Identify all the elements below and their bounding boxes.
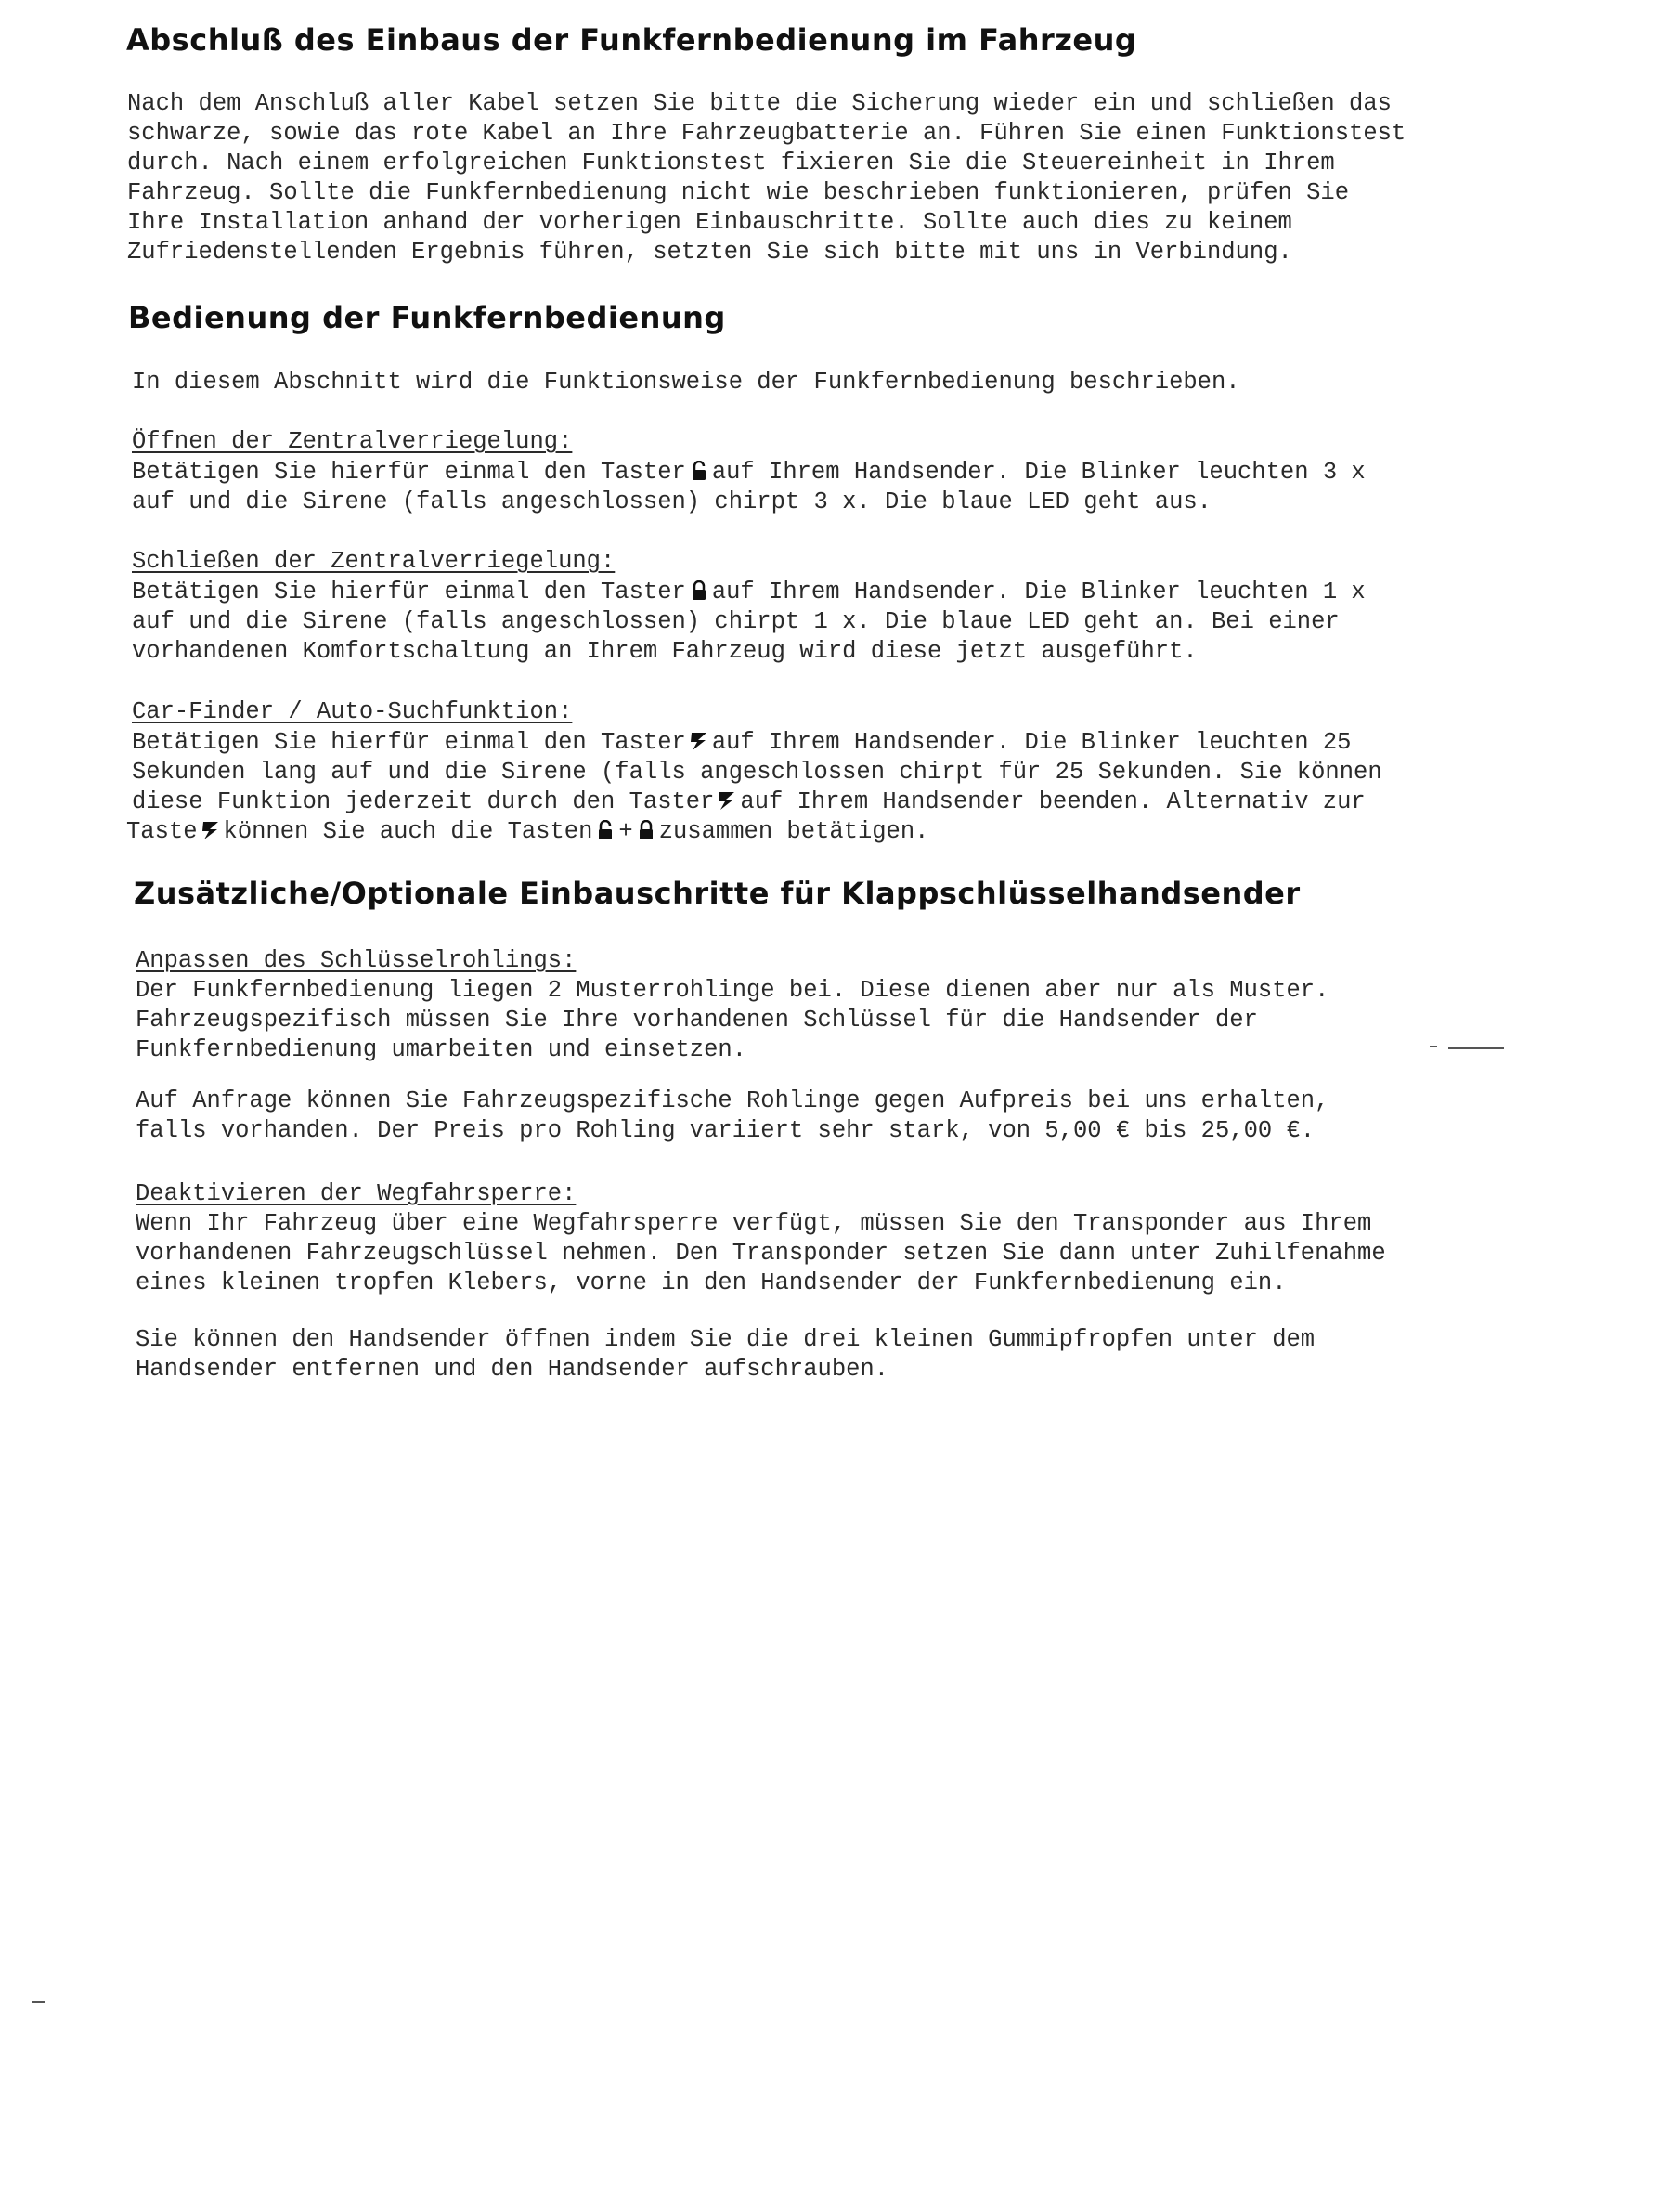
scan-speck (1448, 1047, 1504, 1049)
paragraph-line: Ihre Installation anhand der vorherigen Einbauschritte. Sollte auch dies zu keinem (127, 209, 1292, 236)
lock-icon (637, 820, 655, 840)
line-text: auf Ihrem Handsender. Die Blinker leuchten 1 x (711, 579, 1366, 605)
paragraph-line (132, 788, 1366, 815)
paragraph-line: durch. Nach einem erfolgreichen Funktionstest fixieren Sie die Steuereinheit in Ihrem (127, 150, 1335, 176)
subheading-car-finder: Car-Finder / Auto-Suchfunktion: (132, 698, 573, 725)
paragraph-line: Wenn Ihr Fahrzeug über eine Wegfahrsperre verfügt, müssen Sie den Transponder aus Ihrem (136, 1210, 1372, 1237)
paragraph-line (132, 459, 1366, 486)
line-text: zusammen betätigen. (658, 818, 929, 845)
paragraph-line (126, 818, 928, 845)
paragraph-line (132, 579, 1366, 605)
section-heading-completion: Abschluß des Einbaus der Funkfernbedienung im Fahrzeug (126, 22, 1137, 58)
line-text: Betätigen Sie hierfür einmal den Taster (132, 459, 686, 486)
line-text: auf Ihrem Handsender beenden. Alternativ zur (740, 788, 1366, 815)
line-text: Betätigen Sie hierfür einmal den Taster (132, 579, 686, 605)
line-text: diese Funktion jederzeit durch den Taster (132, 788, 715, 815)
paragraph-line: Fahrzeugspezifisch müssen Sie Ihre vorhandenen Schlüssel für die Handsender der (136, 1007, 1258, 1034)
paragraph-line: Auf Anfrage können Sie Fahrzeugspezifische Rohlinge gegen Aufpreis bei uns erhalten, (136, 1087, 1329, 1114)
lightning-icon (690, 731, 708, 751)
section-heading-operation: Bedienung der Funkfernbedienung (128, 300, 726, 335)
paragraph-line: eines kleinen tropfen Klebers, vorne in den Handsender der Funkfernbedienung ein. (136, 1269, 1287, 1296)
paragraph-line: Funkfernbedienung umarbeiten und einsetzen. (136, 1036, 747, 1063)
paragraph-line: auf und die Sirene (falls angeschlossen) chirpt 3 x. Die blaue LED geht aus. (132, 488, 1212, 515)
subheading-lock: Schließen der Zentralverriegelung: (132, 548, 616, 575)
unlock-icon (596, 820, 615, 840)
section-heading-optional-steps: Zusätzliche/Optionale Einbauschritte für Klappschlüsselhandsender (134, 876, 1301, 911)
paragraph-line: auf und die Sirene (falls angeschlossen) chirpt 1 x. Die blaue LED geht an. Bei einer (132, 608, 1340, 635)
paragraph-line: Nach dem Anschluß aller Kabel setzen Sie bitte die Sicherung wieder ein und schließen das (127, 90, 1392, 117)
paragraph-line: schwarze, sowie das rote Kabel an Ihre Fahrzeugbatterie an. Führen Sie einen Funktionstest (127, 120, 1406, 147)
paragraph-line: vorhandenen Fahrzeugschlüssel nehmen. Den Transponder setzen Sie dann unter Zuhilfenahme (136, 1240, 1386, 1267)
line-text: können Sie auch die Tasten (223, 818, 593, 845)
paragraph-line: Handsender entfernen und den Handsender aufschrauben. (136, 1356, 889, 1383)
line-text: auf Ihrem Handsender. Die Blinker leuchten 3 x (711, 459, 1366, 486)
paragraph-line: vorhandenen Komfortschaltung an Ihrem Fahrzeug wird diese jetzt ausgeführt. (132, 638, 1198, 665)
line-text: Betätigen Sie hierfür einmal den Taster (132, 729, 686, 756)
scan-speck (1430, 1046, 1437, 1047)
line-text: auf Ihrem Handsender. Die Blinker leuchten 25 (711, 729, 1352, 756)
lightning-icon (718, 790, 736, 811)
subheading-unlock: Öffnen der Zentralverriegelung: (132, 428, 573, 455)
paragraph-line: Sekunden lang auf und die Sirene (falls angeschlossen chirpt für 25 Sekunden. Sie können (132, 759, 1382, 786)
paragraph-line: Der Funkfernbedienung liegen 2 Musterrohlinge bei. Diese dienen aber nur als Muster. (136, 977, 1329, 1004)
subheading-immobilizer: Deaktivieren der Wegfahrsperre: (136, 1180, 577, 1207)
paragraph-line: Fahrzeug. Sollte die Funkfernbedienung nicht wie beschrieben funktionieren, prüfen Sie (127, 179, 1350, 206)
paragraph-line: In diesem Abschnitt wird die Funktionsweise der Funkfernbedienung beschrieben. (132, 369, 1240, 396)
subheading-key-blank: Anpassen des Schlüsselrohlings: (136, 947, 577, 974)
paragraph-line: Sie können den Handsender öffnen indem Sie die drei kleinen Gummipfropfen unter dem (136, 1326, 1316, 1353)
scan-speck (32, 2001, 45, 2003)
lightning-icon (201, 820, 220, 840)
unlock-icon (690, 461, 708, 481)
paragraph-line: Zufriedenstellenden Ergebnis führen, setzten Sie sich bitte mit uns in Verbindung. (127, 239, 1292, 266)
paragraph-line (132, 729, 1351, 756)
line-text: Taste (126, 818, 198, 845)
lock-icon (690, 580, 708, 601)
paragraph-line: falls vorhanden. Der Preis pro Rohling variiert sehr stark, von 5,00 € bis 25,00 €. (136, 1117, 1316, 1144)
line-text: + (618, 818, 633, 845)
